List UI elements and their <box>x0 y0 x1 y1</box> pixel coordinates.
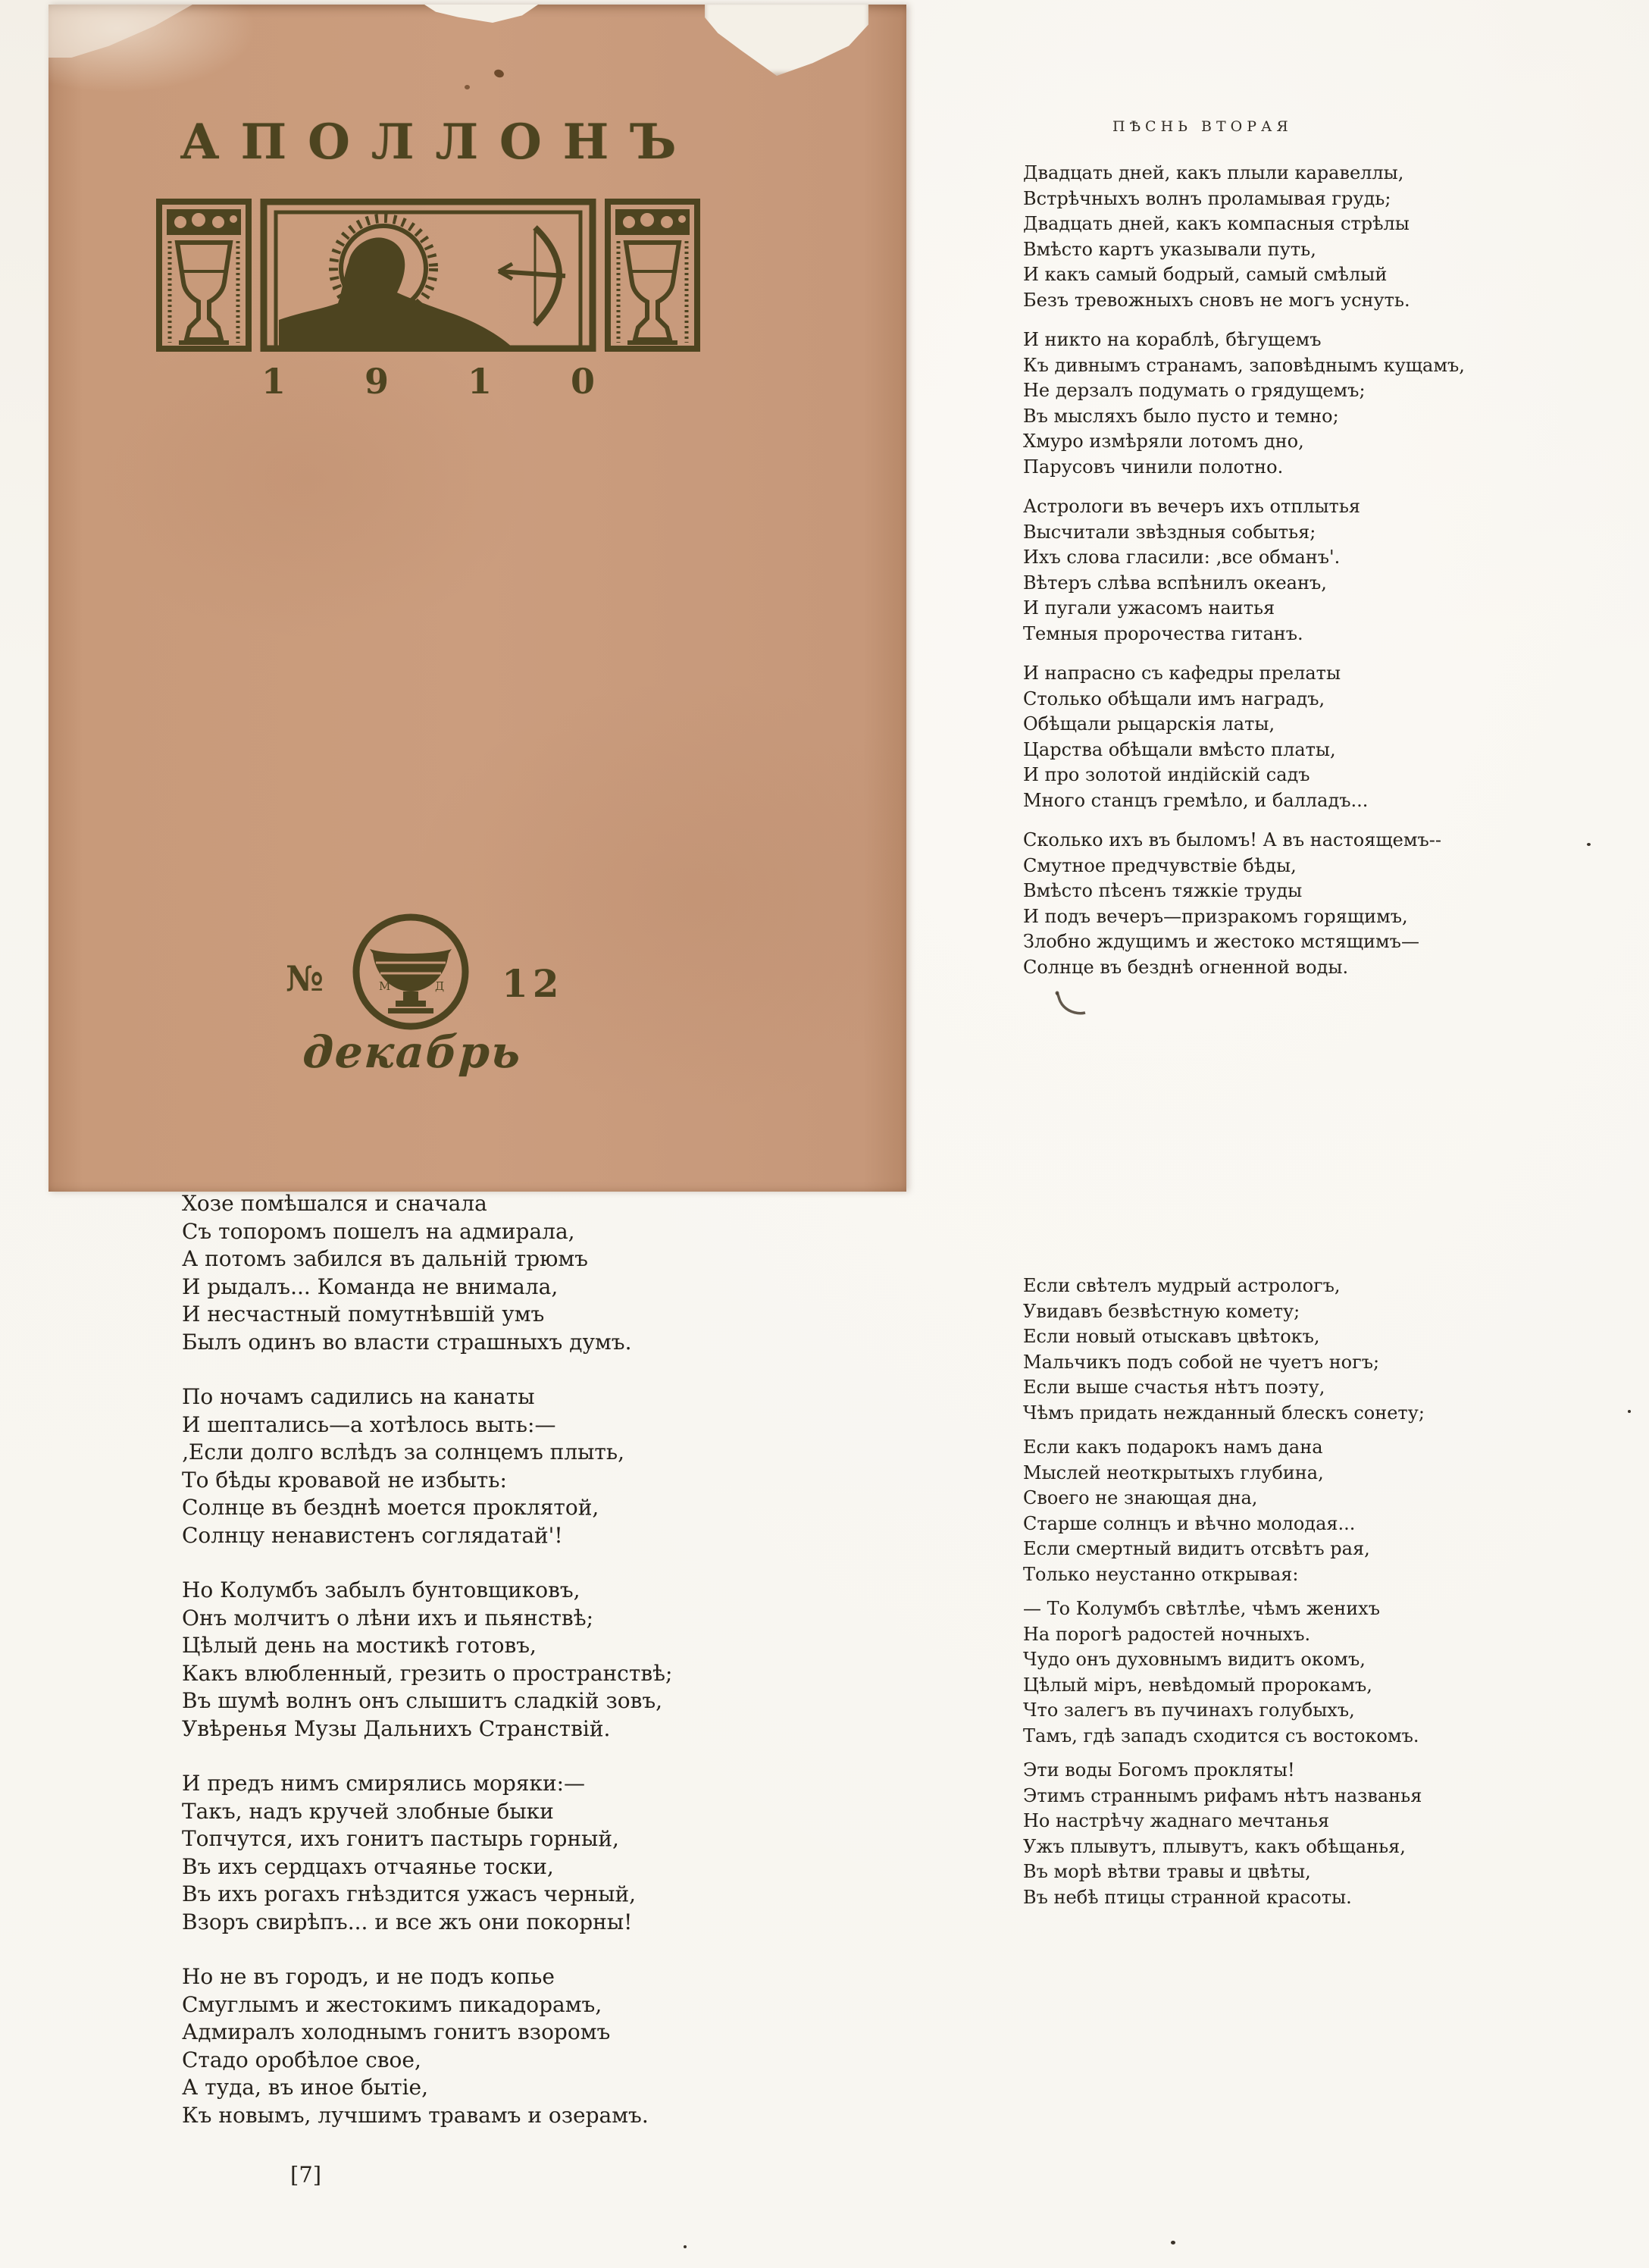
poem-line: И напрасно съ кафедры прелаты <box>1023 663 1341 684</box>
poem-line: Не дерзалъ подумать о грядущемъ; <box>1023 380 1366 401</box>
ink-smudge <box>1053 990 1090 1023</box>
cover-year <box>48 361 808 402</box>
stanza <box>182 1577 940 1743</box>
poem-line: Въ ихъ сердцахъ отчаянье тоски, <box>182 1853 554 1879</box>
poem-line: Столько обѣщали имъ наградъ, <box>1023 688 1325 710</box>
poem-line: Если выше счастья нѣтъ поэту, <box>1023 1377 1325 1398</box>
apollo-silhouette <box>279 237 512 347</box>
poem-column-top-right <box>1023 118 1644 995</box>
poem-line: Астрологи въ вечеръ ихъ отплытья <box>1023 496 1361 517</box>
poem-line: Вмѣсто пѣсенъ тяжкіе труды <box>1023 880 1303 901</box>
poem-line: Если какъ подарокъ намъ дана <box>1023 1436 1323 1458</box>
stanza <box>1023 327 1644 480</box>
stanza-group-bottom-left <box>182 1190 940 2129</box>
poem-line: Но не въ городъ, и не подъ копье <box>182 1964 555 1989</box>
cover-vignette <box>156 199 700 355</box>
poem-column-bottom-right <box>1023 1273 1644 1919</box>
stanza-group-bottom-right <box>1023 1273 1644 1910</box>
poem-line: На порогѣ радостей ночныхъ. <box>1023 1623 1311 1645</box>
poem-line: Съ топоромъ пошелъ на адмирала, <box>182 1218 575 1244</box>
poem-line: Старше солнцъ и вѣчно молодая... <box>1023 1512 1356 1534</box>
ink-speck <box>684 2245 687 2248</box>
poem-line: Безъ тревожныхъ сновъ не могъ уснуть. <box>1023 289 1410 311</box>
year-digit: 9 <box>364 361 389 402</box>
stanza-group-top-right <box>1023 161 1644 980</box>
magazine-cover <box>48 5 906 1192</box>
poem-line: Въ мысляхъ было пусто и темно; <box>1023 405 1339 427</box>
apollo-figure-panel <box>264 202 593 349</box>
ink-speck <box>1587 843 1591 846</box>
poem-line: Если свѣтелъ мудрый астрологъ, <box>1023 1275 1341 1296</box>
poem-line: Въ шумѣ волнъ онъ слышитъ сладкій зовъ, <box>182 1688 663 1713</box>
poem-line: Ужъ плывутъ, плывутъ, какъ обѣщанья, <box>1023 1835 1406 1857</box>
poem-line: Злобно ждущимъ и жестоко мстящимъ— <box>1023 931 1419 952</box>
poem-line: Если новый отыскавъ цвѣтокъ, <box>1023 1326 1320 1347</box>
emblem-letter-left: М <box>379 979 391 993</box>
poem-line: Мальчикъ подъ собой не чуетъ ногъ; <box>1023 1351 1380 1373</box>
poem-line: Тамъ, гдѣ западъ сходится съ востокомъ. <box>1023 1724 1419 1746</box>
stanza <box>1023 1596 1644 1749</box>
poem-line: А туда, въ иное бытіе, <box>182 2075 428 2100</box>
chalice-icon-right <box>608 202 697 349</box>
ink-speck <box>1171 2241 1175 2245</box>
poem-line: Эти воды Богомъ прокляты! <box>1023 1759 1295 1781</box>
poem-line: ‚Если долго вслѣдъ за солнцемъ плыть, <box>182 1439 625 1464</box>
year-digit: 0 <box>571 361 596 402</box>
poem-line: Только неустанно открывая: <box>1023 1563 1299 1585</box>
krater-emblem-icon <box>350 911 471 1035</box>
poem-line: Въ морѣ вѣтви травы и цвѣты, <box>1023 1861 1311 1882</box>
poem-line: Увѣренья Музы Дальнихъ Странствій. <box>182 1715 611 1741</box>
stanza <box>182 1190 940 1356</box>
stanza <box>1023 494 1644 647</box>
poem-line: Такъ, надъ кручей злобные быки <box>182 1798 554 1824</box>
poem-line: По ночамъ садились на канаты <box>182 1384 535 1409</box>
poem-line: И шептались—а хотѣлось выть:— <box>182 1411 556 1437</box>
poem-line: Двадцать дней, какъ компасныя стрѣлы <box>1023 213 1410 234</box>
ink-speck <box>1628 1410 1631 1413</box>
poem-line: Вмѣсто картъ указывали путь, <box>1023 238 1316 260</box>
poem-line: Въ небѣ птицы странной красоты. <box>1023 1886 1352 1908</box>
poem-line: Топчутся, ихъ гонитъ пастырь горный, <box>182 1826 619 1851</box>
poem-line: Ихъ слова гласили: ‚все обманъ'. <box>1023 547 1341 568</box>
poem-line: И подъ вечеръ—призракомъ горящимъ, <box>1023 905 1408 927</box>
poem-line: Въ ихъ рогахъ гнѣздится ужасъ черный, <box>182 1881 637 1906</box>
poem-line: А потомъ забился въ дальній трюмъ <box>182 1246 588 1271</box>
poem-line: Много станцъ гремѣло, и балладъ... <box>1023 789 1369 811</box>
poem-line: Къ дивнымъ странамъ, заповѣднымъ кущамъ, <box>1023 354 1465 376</box>
poem-line: Встрѣчныхъ волнъ проламывая грудь; <box>1023 187 1391 209</box>
poem-line: И какъ самый бодрый, самый смѣлый <box>1023 264 1388 285</box>
poem-line: Смутное предчувствіе бѣды, <box>1023 854 1297 876</box>
issue-month: декабрь <box>301 1026 524 1078</box>
poem-line: И про золотой индійскій садъ <box>1023 764 1310 785</box>
year-digit: 1 <box>468 361 493 402</box>
poem-line: И пугали ужасомъ наитья <box>1023 597 1275 619</box>
poem-line: Солнце въ безднѣ моется проклятой, <box>182 1495 599 1520</box>
poem-column-bottom-left <box>182 1190 940 2157</box>
poem-line: Сколько ихъ въ быломъ! А въ настоящемъ-- <box>1023 829 1441 850</box>
poem-line: Адмиралъ холоднымъ гонитъ взоромъ <box>182 2019 611 2044</box>
stanza <box>182 1770 940 1936</box>
poem-line: Солнце въ безднѣ огненной воды. <box>1023 956 1349 978</box>
poem-line: Двадцать дней, какъ плыли каравеллы, <box>1023 162 1404 183</box>
poem-line: Цѣлый день на мостикѣ готовъ, <box>182 1633 537 1658</box>
poem-line: Стадо оробѣлое свое, <box>182 2047 421 2072</box>
poem-line: Парусовъ чинили полотно. <box>1023 456 1284 478</box>
poem-line: И несчастный помутнѣвшій умъ <box>182 1302 545 1327</box>
poem-line: Вѣтеръ слѣва вспѣнилъ океанъ, <box>1023 572 1327 594</box>
poem-line: Чудо онъ духовнымъ видитъ окомъ, <box>1023 1649 1366 1670</box>
issue-number: 12 <box>502 961 564 1006</box>
poem-line: Что залегъ въ пучинахъ голубыхъ, <box>1023 1699 1355 1721</box>
poem-line: Высчитали звѣздныя событья; <box>1023 521 1316 543</box>
issue-number-label: № <box>286 958 324 999</box>
stanza <box>1023 1273 1644 1426</box>
poem-line: И предъ нимъ смирялись моряки:— <box>182 1771 586 1796</box>
poem-heading: ПѢСНЬ ВТОРАЯ <box>1112 118 1293 135</box>
stanza <box>1023 828 1644 980</box>
magazine-title: АПОЛЛОНЪ <box>180 114 698 171</box>
cover-print-block <box>48 5 808 1192</box>
poem-line: И никто на кораблѣ, бѣгущемъ <box>1023 329 1322 350</box>
year-digit: 1 <box>261 361 286 402</box>
stanza <box>182 1963 940 2129</box>
poem-line: Царства обѣщали вмѣсто платы, <box>1023 738 1336 760</box>
poem-line: Чѣмъ придать нежданный блескъ сонету; <box>1023 1402 1425 1424</box>
poem-line: Онъ молчитъ о лѣни ихъ и пьянствѣ; <box>182 1605 594 1631</box>
poem-line: Если смертный видитъ отсвѣтъ рая, <box>1023 1538 1370 1559</box>
poem-line: То бѣды кровавой не избыть: <box>182 1467 507 1493</box>
poem-line: Этимъ страннымъ рифамъ нѣтъ названья <box>1023 1784 1422 1806</box>
poem-line: Къ новымъ, лучшимъ травамъ и озерамъ. <box>182 2102 649 2128</box>
poem-line: И рыдалъ... Команда не внимала, <box>182 1273 559 1299</box>
chalice-icon-left <box>159 202 249 349</box>
stanza <box>1023 161 1644 313</box>
poem-line: Обѣщали рыцарскія латы, <box>1023 713 1275 735</box>
poem-line: Былъ одинъ во власти страшныхъ думъ. <box>182 1329 632 1355</box>
poem-line: Но настрѣчу жаднаго мечтанья <box>1023 1810 1330 1831</box>
poem-line: Солнцу ненавистенъ соглядатай'! <box>182 1522 563 1548</box>
apollo-vignette-illustration <box>156 199 700 352</box>
stanza <box>1023 1758 1644 1910</box>
page-number: [7] <box>290 2162 322 2188</box>
poem-line: Цѣлый міръ, невѣдомый пророкамъ, <box>1023 1674 1372 1696</box>
poem-line: Но Колумбъ забылъ бунтовщиковъ, <box>182 1577 580 1602</box>
poem-line: Какъ влюбленный, грезить о пространствѣ; <box>182 1660 673 1686</box>
poem-line: Хозе помѣшался и сначала <box>182 1191 487 1216</box>
stanza <box>182 1383 940 1549</box>
poem-line: Смуглымъ и жестокимъ пикадорамъ, <box>182 1991 602 2017</box>
poem-line: Темныя пророчества гитанъ. <box>1023 622 1303 644</box>
emblem-letter-right: Д <box>435 979 445 993</box>
poem-line: Мыслей неоткрытыхъ глубина, <box>1023 1461 1324 1483</box>
poem-line: Взоръ свирѣпъ... и все жъ они покорны! <box>182 1909 633 1934</box>
stanza <box>1023 661 1644 813</box>
poem-line: Хмуро измѣряли лотомъ дно, <box>1023 431 1304 452</box>
poem-line: Увидавъ безвѣстную комету; <box>1023 1300 1300 1322</box>
poem-line: Своего не знающая дна, <box>1023 1487 1258 1508</box>
stanza <box>1023 1435 1644 1587</box>
poem-line: — То Колумбъ свѣтлѣе, чѣмъ женихъ <box>1023 1598 1380 1619</box>
